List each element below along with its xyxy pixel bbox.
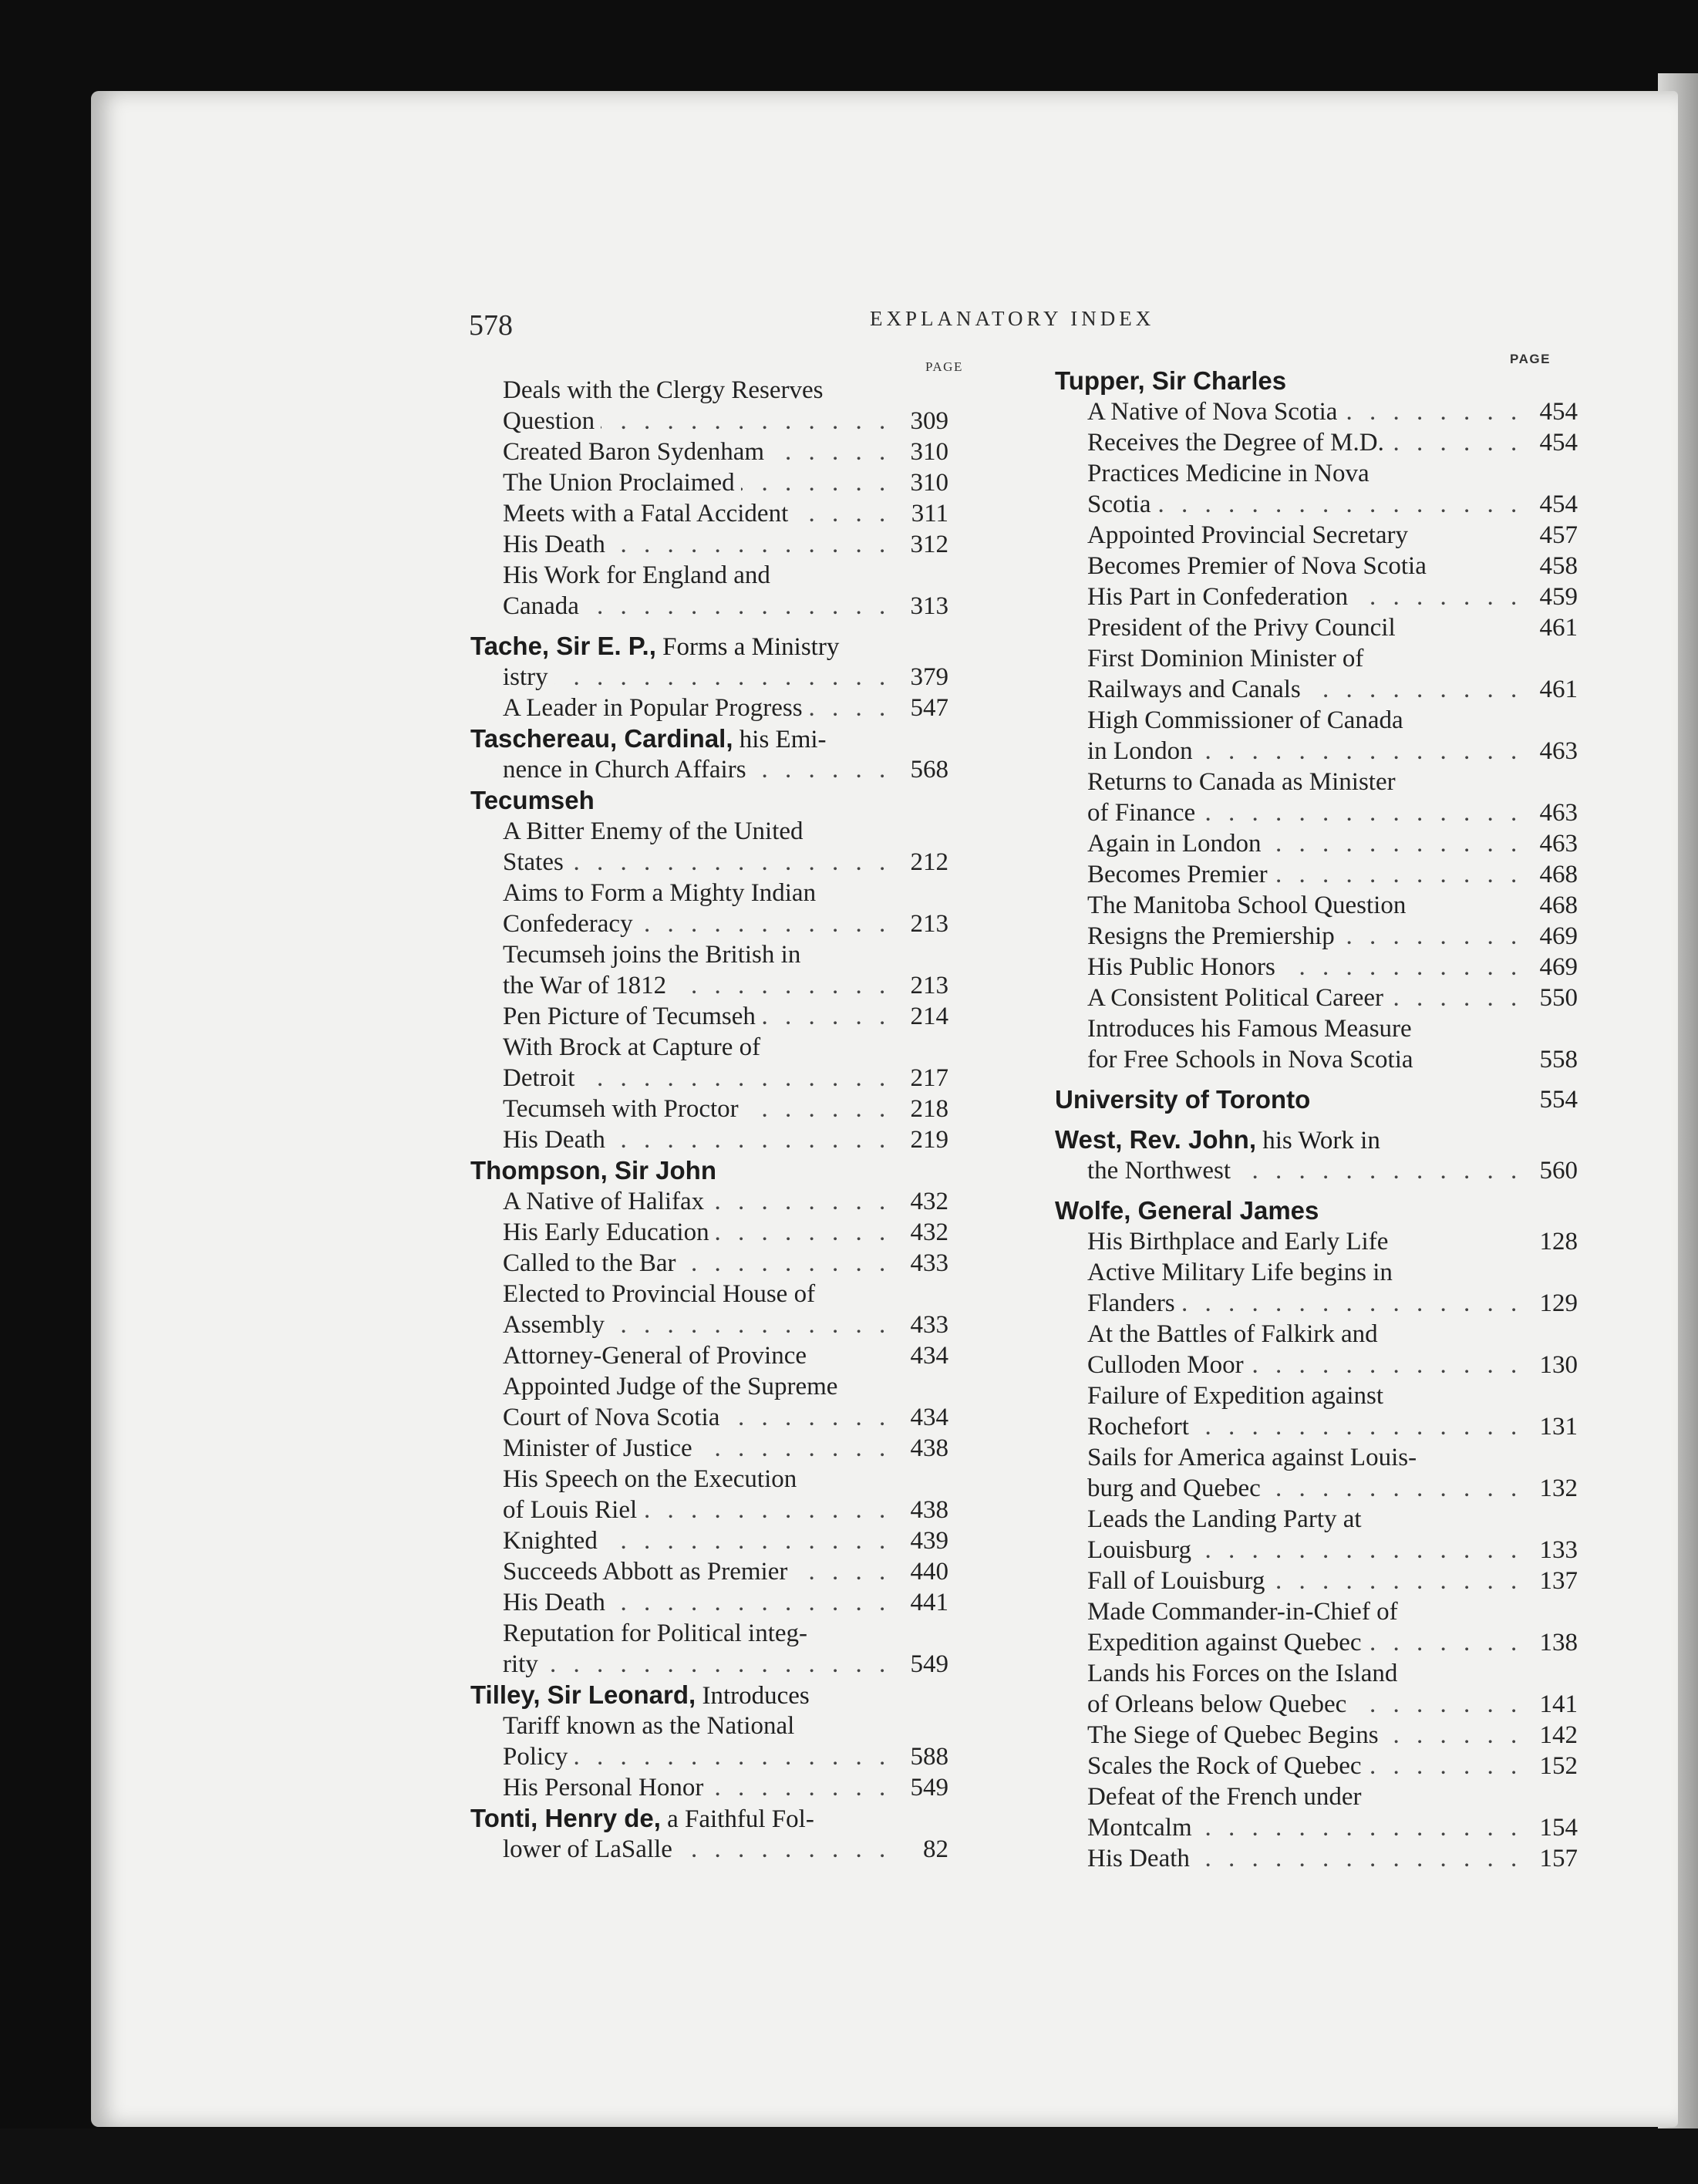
- index-entry-text: His Death: [503, 531, 611, 558]
- index-entry: [1055, 828, 1578, 859]
- index-heading-rest: Introduces: [696, 1682, 810, 1710]
- index-entry-text: With Brock at Capture of: [503, 1033, 766, 1061]
- index-entry: [470, 754, 948, 785]
- index-entry: [470, 693, 948, 723]
- index-heading: [1055, 1124, 1578, 1155]
- index-entry-text: High Commissioner of Canada: [1087, 706, 1410, 734]
- index-entry: [470, 529, 948, 560]
- index-page-number: 142: [1533, 1720, 1578, 1751]
- index-entry-text: burg and Quebec: [1087, 1475, 1267, 1502]
- index-heading-name: West, Rev. John,: [1055, 1125, 1257, 1154]
- index-page-number: 468: [1533, 890, 1578, 921]
- index-entry-text: Receives the Degree of M.D.: [1087, 429, 1390, 457]
- index-page-number: 157: [1533, 1843, 1578, 1874]
- index-entry: [470, 1217, 948, 1248]
- index-page-number: 549: [904, 1772, 948, 1803]
- index-heading-rest: his Work in: [1256, 1127, 1380, 1154]
- index-heading-rest: a Faithful Fol-: [660, 1805, 814, 1833]
- index-page-number: 440: [904, 1556, 948, 1587]
- index-page-number: 434: [904, 1340, 948, 1371]
- index-entry: [470, 1186, 948, 1217]
- index-entry: [470, 1402, 948, 1433]
- index-page-number: 152: [1533, 1751, 1578, 1781]
- index-page-number: 218: [904, 1094, 948, 1124]
- index-entry-text: Sails for America against Louis-: [1087, 1444, 1423, 1471]
- index-page-number: 138: [1533, 1627, 1578, 1658]
- index-entry: [1055, 489, 1578, 520]
- index-page-number: 438: [904, 1495, 948, 1525]
- index-entry-text: of Finance: [1087, 799, 1201, 827]
- index-entry-text: Defeat of the French under: [1087, 1783, 1368, 1811]
- index-entry-text: At the Battles of Falkirk and: [1087, 1320, 1384, 1348]
- index-heading: [1055, 1084, 1578, 1115]
- index-page-number: 432: [904, 1186, 948, 1217]
- index-entry: [1055, 1257, 1578, 1288]
- index-entry-text: rity: [503, 1650, 544, 1678]
- index-page-number: 82: [904, 1834, 948, 1865]
- index-entry: [470, 1248, 948, 1279]
- index-entry-text: His Work for England and: [503, 561, 777, 589]
- index-page-number: 129: [1533, 1288, 1578, 1319]
- index-page-number: 141: [1533, 1689, 1578, 1720]
- leader-dots: [503, 1649, 902, 1680]
- index-entry-text: Tecumseh with Proctor: [503, 1095, 745, 1123]
- index-entry: [470, 1371, 948, 1402]
- index-heading: [470, 723, 948, 754]
- index-entry-text: Called to the Bar: [503, 1249, 682, 1277]
- index-entry: [470, 467, 948, 498]
- index-entry: [1055, 458, 1578, 489]
- index-entry: [1055, 890, 1578, 921]
- index-entry-text: A Leader in Popular Progress: [503, 694, 809, 722]
- index-page-number: 438: [904, 1433, 948, 1464]
- index-entry: [1055, 581, 1578, 612]
- index-entry-text: Rochefort: [1087, 1413, 1195, 1441]
- index-page-number: 454: [1533, 427, 1578, 458]
- index-entry: [1055, 1288, 1578, 1319]
- index-entry: [470, 816, 948, 847]
- index-entry-text: Appointed Judge of the Supreme: [503, 1373, 844, 1400]
- index-page-number: 433: [904, 1248, 948, 1279]
- index-page-number: 137: [1533, 1566, 1578, 1596]
- index-entry: [470, 1618, 948, 1649]
- index-entry: [470, 1556, 948, 1587]
- index-entry: [470, 847, 948, 878]
- index-heading: [1055, 366, 1578, 396]
- index-entry: [470, 406, 948, 436]
- index-entry-text: Policy: [503, 1743, 574, 1771]
- index-entry: [470, 1525, 948, 1556]
- index-entry: [1055, 1155, 1578, 1186]
- index-entry: [1055, 767, 1578, 797]
- index-entry: [1055, 1350, 1578, 1380]
- index-page-number: 217: [904, 1063, 948, 1094]
- index-entry-text: The Union Proclaimed: [503, 469, 741, 497]
- index-entry-text: Tecumseh joins the British in: [503, 941, 807, 969]
- index-page-number: 131: [1533, 1411, 1578, 1442]
- index-entry-text: A Consistent Political Career: [1087, 984, 1390, 1012]
- index-page-number: 433: [904, 1309, 948, 1340]
- index-entry: [1055, 982, 1578, 1013]
- index-entry: [1055, 797, 1578, 828]
- index-entry-text: Aims to Form a Mighty Indian: [503, 879, 822, 907]
- index-entry-text: Created Baron Sydenham: [503, 438, 770, 466]
- index-entry-text: His Birthplace and Early Life: [1087, 1228, 1394, 1255]
- index-entry: [470, 908, 948, 939]
- index-entry: [1055, 1627, 1578, 1658]
- index-page-number: 457: [1533, 520, 1578, 551]
- index-entry-text: Assembly: [503, 1311, 611, 1339]
- index-entry: [1055, 1781, 1578, 1812]
- index-heading-name: Tache, Sir E. P.,: [470, 632, 656, 660]
- index-page-number: 568: [904, 754, 948, 785]
- index-entry-text: the Northwest: [1087, 1157, 1237, 1185]
- index-entry-text: Leads the Landing Party at: [1087, 1505, 1368, 1533]
- index-entry: [470, 1094, 948, 1124]
- index-page-number: 214: [904, 1001, 948, 1032]
- index-entry: [470, 498, 948, 529]
- index-entry-text: Canada: [503, 592, 585, 620]
- index-entry: [1055, 1658, 1578, 1689]
- index-page-number: 313: [904, 591, 948, 622]
- index-entry: [1055, 520, 1578, 551]
- index-heading-name: Taschereau, Cardinal,: [470, 724, 733, 753]
- index-page-number: 441: [904, 1587, 948, 1618]
- index-entry: [1055, 1442, 1578, 1473]
- leader-dots: [503, 662, 902, 693]
- index-page-number: 439: [904, 1525, 948, 1556]
- index-entry-text: Minister of Justice: [503, 1434, 699, 1462]
- index-entry-text: Lands his Forces on the Island: [1087, 1660, 1403, 1687]
- index-column-right: [1055, 366, 1579, 1874]
- index-entry-text: Meets with a Fatal Accident: [503, 500, 794, 527]
- index-entry: [470, 662, 948, 693]
- index-entry: [470, 1340, 948, 1371]
- index-heading: [470, 1155, 948, 1186]
- index-entry-text: Becomes Premier of Nova Scotia: [1087, 552, 1433, 580]
- index-heading-name: Tupper, Sir Charles: [1055, 366, 1287, 395]
- index-entry: [1055, 1535, 1578, 1566]
- index-entry-text: Scotia: [1087, 490, 1157, 518]
- index-page-number: 463: [1533, 828, 1578, 859]
- index-entry: [470, 1495, 948, 1525]
- index-page-number: 309: [904, 406, 948, 436]
- index-entry-text: His Death: [503, 1589, 611, 1616]
- index-entry-text: His Early Education: [503, 1218, 716, 1246]
- index-heading: [470, 1680, 948, 1710]
- index-page-number: 379: [904, 662, 948, 693]
- index-page-number: 213: [904, 970, 948, 1001]
- index-entry-text: Returns to Canada as Minister: [1087, 768, 1402, 796]
- index-entry-text: Railways and Canals: [1087, 676, 1307, 703]
- index-entry-text: Montcalm: [1087, 1814, 1198, 1842]
- index-page-number: 454: [1533, 396, 1578, 427]
- index-page-number: 458: [1533, 551, 1578, 581]
- index-entry-text: First Dominion Minister of: [1087, 645, 1370, 672]
- index-entry-text: Flanders: [1087, 1289, 1181, 1317]
- index-entry: [1055, 427, 1578, 458]
- page-column-label-left: PAGE: [925, 359, 963, 374]
- scan-bottom-band: [0, 2128, 1698, 2184]
- index-page-number: 212: [904, 847, 948, 878]
- index-entry-text: His Part in Confederation: [1087, 583, 1354, 611]
- index-heading-name: University of Toronto: [1055, 1085, 1311, 1114]
- index-entry-text: Practices Medicine in Nova: [1087, 460, 1376, 487]
- index-entry-text: States: [503, 848, 570, 876]
- index-entry-text: A Native of Nova Scotia: [1087, 398, 1343, 426]
- index-entry: [470, 1063, 948, 1094]
- index-entry: [470, 375, 948, 406]
- index-entry-text: Tariff known as the National: [503, 1712, 800, 1740]
- index-entry: [1055, 1812, 1578, 1843]
- index-entry-text: Detroit: [503, 1064, 581, 1092]
- running-title: EXPLANATORY INDEX: [870, 307, 1155, 330]
- index-entry: [470, 591, 948, 622]
- index-entry-text: His Death: [503, 1126, 611, 1154]
- index-page-number: 554: [1534, 1084, 1578, 1115]
- index-page-number: 468: [1533, 859, 1578, 890]
- index-page-number: 130: [1533, 1350, 1578, 1380]
- index-heading-rest: Forms a Ministry: [655, 633, 840, 661]
- index-entry: [1055, 1504, 1578, 1535]
- index-heading-rest: his Emi-: [733, 726, 827, 753]
- index-entry-text: Confederacy: [503, 910, 639, 938]
- page-number: 578: [469, 309, 513, 342]
- index-entry: [470, 1710, 948, 1741]
- index-entry-text: His Death: [1087, 1845, 1196, 1872]
- index-entry-text: in London: [1087, 737, 1199, 765]
- index-entry: [1055, 1411, 1578, 1442]
- index-column-left: [470, 375, 948, 1865]
- index-entry: [470, 1741, 948, 1772]
- index-entry-text: lower of LaSalle: [503, 1835, 679, 1863]
- index-entry-text: nence in Church Affairs: [503, 756, 753, 784]
- index-entry-text: His Public Honors: [1087, 953, 1282, 981]
- index-page-number: 469: [1533, 921, 1578, 952]
- index-entry: [1055, 643, 1578, 674]
- index-entry: [1055, 921, 1578, 952]
- index-entry-text: A Native of Halifax: [503, 1188, 710, 1215]
- index-entry-text: President of the Privy Council: [1087, 614, 1402, 642]
- index-page-number: 133: [1533, 1535, 1578, 1566]
- index-heading-name: Thompson, Sir John: [470, 1156, 716, 1185]
- index-page-number: 469: [1533, 952, 1578, 982]
- index-entry-text: Scales the Rock of Quebec: [1087, 1752, 1368, 1780]
- index-entry: [470, 1032, 948, 1063]
- index-entry-text: Introduces his Famous Measure: [1087, 1015, 1418, 1043]
- index-entry: [1055, 1473, 1578, 1504]
- index-entry-text: The Siege of Quebec Begins: [1087, 1721, 1385, 1749]
- index-page-number: 463: [1533, 797, 1578, 828]
- index-heading-name: Tilley, Sir Leonard,: [470, 1680, 696, 1709]
- index-entry: [470, 1649, 948, 1680]
- index-entry-text: Resigns the Premiership: [1087, 922, 1341, 950]
- index-entry-text: His Speech on the Execution: [503, 1465, 803, 1493]
- index-page-number: 310: [904, 467, 948, 498]
- index-entry: [470, 970, 948, 1001]
- index-entry-text: Reputation for Political integ-: [503, 1619, 814, 1647]
- page-column-label-right: PAGE: [1510, 352, 1551, 366]
- index-entry-text: Active Military Life begins in: [1087, 1259, 1399, 1286]
- index-page-number: 312: [904, 529, 948, 560]
- index-entry: [470, 1001, 948, 1032]
- index-entry-text: Knighted: [503, 1527, 604, 1555]
- index-entry: [1055, 859, 1578, 890]
- index-page-number: 560: [1533, 1155, 1578, 1186]
- index-entry: [1055, 1013, 1578, 1044]
- index-entry-text: of Orleans below Quebec: [1087, 1690, 1353, 1718]
- index-entry-text: of Louis Riel: [503, 1496, 643, 1524]
- index-heading-name: Tonti, Henry de,: [470, 1804, 661, 1832]
- index-entry: [1055, 1843, 1578, 1874]
- index-entry: [1055, 705, 1578, 736]
- index-page-number: 132: [1533, 1473, 1578, 1504]
- index-entry-text: Court of Nova Scotia: [503, 1404, 726, 1431]
- index-entry: [1055, 396, 1578, 427]
- index-page-number: 128: [1533, 1226, 1578, 1257]
- index-page-number: 461: [1533, 674, 1578, 705]
- index-entry-text: The Manitoba School Question: [1087, 891, 1412, 919]
- index-entry: [470, 560, 948, 591]
- index-entry: [1055, 674, 1578, 705]
- index-page-number: 213: [904, 908, 948, 939]
- index-entry: [470, 939, 948, 970]
- index-entry-text: Succeeds Abbott as Premier: [503, 1558, 793, 1586]
- index-heading: [470, 785, 948, 816]
- index-entry: [470, 1587, 948, 1618]
- index-page-number: 549: [904, 1649, 948, 1680]
- index-entry: [1055, 1751, 1578, 1781]
- index-page-number: 463: [1533, 736, 1578, 767]
- index-entry: [1055, 1044, 1578, 1075]
- index-entry-text: Failure of Expedition against: [1087, 1382, 1390, 1410]
- index-page-number: 311: [904, 498, 948, 529]
- index-heading-name: Tecumseh: [470, 786, 595, 814]
- index-entry-text: Elected to Provincial House of: [503, 1280, 821, 1308]
- index-page-number: 547: [904, 693, 948, 723]
- index-entry: [1055, 952, 1578, 982]
- index-page-number: 454: [1533, 489, 1578, 520]
- index-entry: [1055, 1319, 1578, 1350]
- index-entry-text: Appointed Provincial Secretary: [1087, 521, 1414, 549]
- index-entry: [470, 436, 948, 467]
- index-page-number: 432: [904, 1217, 948, 1248]
- index-entry-text: Deals with the Clergy Reserves: [503, 376, 829, 404]
- index-entry: [470, 1834, 948, 1865]
- index-entry: [1055, 1689, 1578, 1720]
- index-entry-text: the War of 1812: [503, 972, 672, 999]
- index-entry: [470, 1433, 948, 1464]
- index-entry: [470, 1464, 948, 1495]
- index-entry-text: Again in London: [1087, 830, 1267, 858]
- index-entry: [1055, 1720, 1578, 1751]
- index-entry-text: Becomes Premier: [1087, 861, 1274, 888]
- index-entry-text: Fall of Louisburg: [1087, 1567, 1271, 1595]
- index-entry: [470, 1772, 948, 1803]
- index-entry: [1055, 551, 1578, 581]
- index-entry: [470, 1124, 948, 1155]
- index-entry-text: Culloden Moor: [1087, 1351, 1250, 1379]
- index-entry: [1055, 612, 1578, 643]
- index-entry: [470, 1309, 948, 1340]
- index-entry-text: Louisburg: [1087, 1536, 1198, 1564]
- index-page-number: 550: [1533, 982, 1578, 1013]
- index-entry-text: Made Commander-in-Chief of: [1087, 1598, 1404, 1626]
- index-entry: [470, 878, 948, 908]
- index-entry: [1055, 1566, 1578, 1596]
- index-page-number: 588: [904, 1741, 948, 1772]
- index-entry-text: Attorney-General of Province: [503, 1342, 813, 1370]
- index-entry-text: His Personal Honor: [503, 1774, 709, 1801]
- index-page-number: 461: [1533, 612, 1578, 643]
- index-entry: [1055, 1226, 1578, 1257]
- index-entry-text: A Bitter Enemy of the United: [503, 817, 810, 845]
- index-page-number: 310: [904, 436, 948, 467]
- index-page-number: 219: [904, 1124, 948, 1155]
- index-entry: [1055, 1380, 1578, 1411]
- index-heading-name: Wolfe, General James: [1055, 1196, 1319, 1225]
- index-entry-text: istry: [503, 663, 554, 691]
- index-heading: [1055, 1195, 1578, 1226]
- index-entry: [1055, 1596, 1578, 1627]
- index-entry: [470, 1279, 948, 1309]
- index-page-number: 434: [904, 1402, 948, 1433]
- index-entry-text: Pen Picture of Tecumseh: [503, 1003, 762, 1030]
- index-entry-text: Question: [503, 407, 601, 435]
- index-entry-text: for Free Schools in Nova Scotia: [1087, 1046, 1420, 1073]
- index-page-number: 459: [1533, 581, 1578, 612]
- index-page-number: 558: [1533, 1044, 1578, 1075]
- index-page-number: 154: [1533, 1812, 1578, 1843]
- index-entry: [1055, 736, 1578, 767]
- index-entry-text: Expedition against Quebec: [1087, 1629, 1368, 1657]
- index-heading: [470, 1803, 948, 1834]
- index-heading: [470, 631, 948, 662]
